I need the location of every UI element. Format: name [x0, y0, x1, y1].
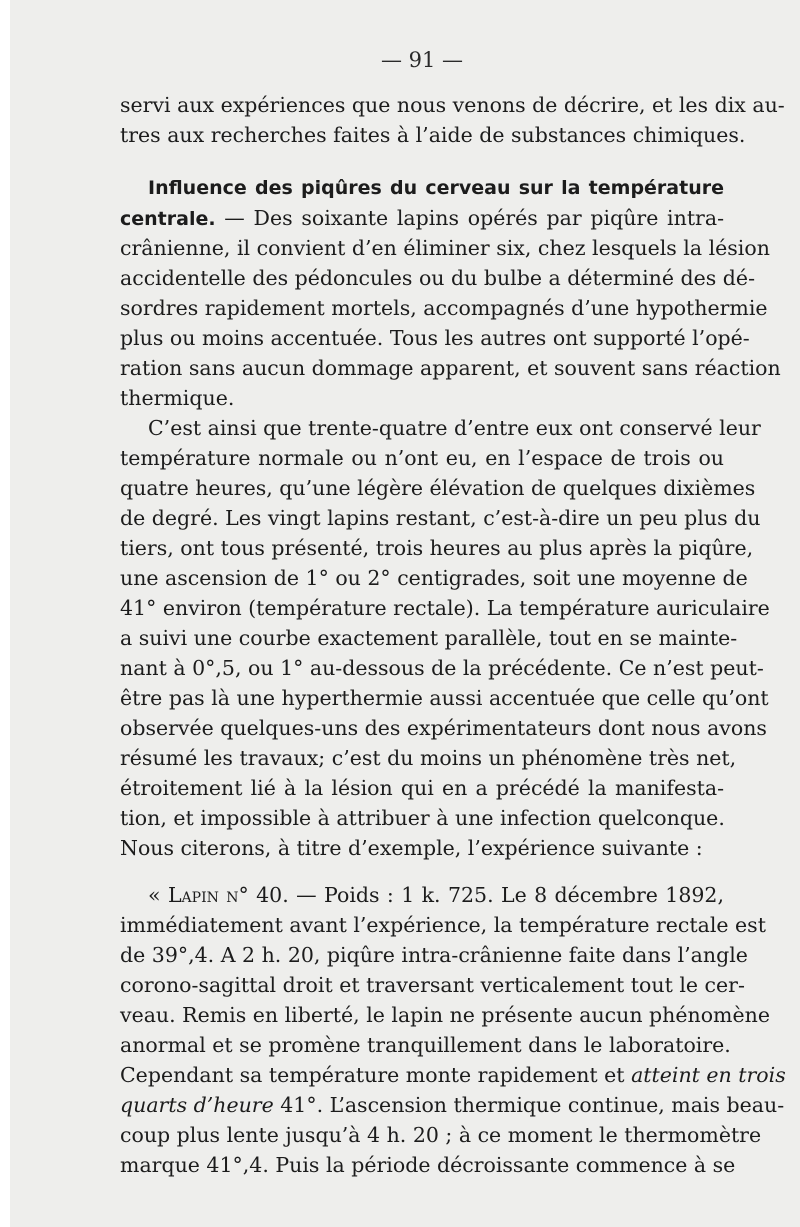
text-line: tion, et impossible à attribuer à une infection quelconque.	[120, 806, 725, 830]
section-heading: centrale.	[120, 208, 216, 230]
page-number: — 91 —	[380, 48, 464, 72]
scan-edge	[0, 0, 10, 1227]
text-line: coup plus lente jusqu’à 4 h. 20 ; à ce moment le thermomètre	[120, 1123, 762, 1147]
text-line	[120, 1060, 786, 1090]
text-line: une ascension de 1° ou 2° centigrades, soit une moyenne de	[120, 566, 748, 590]
text-line: nant à 0°,5, ou 1° au-dessous de la précédente. Ce n’est peut-	[120, 656, 764, 680]
text-line: tres aux recherches faites à l’aide de substances chimiques.	[120, 123, 746, 147]
text-span: 41°. L’ascension thermique continue, mais beau-	[273, 1093, 785, 1117]
text-line: ration sans aucun dommage apparent, et souvent sans réaction	[120, 356, 781, 380]
italic-span: quarts d’heure	[120, 1093, 274, 1117]
text-line: plus ou moins accentuée. Tous les autres ont supporté l’opé-	[120, 326, 750, 350]
text-line: marque 41°,4. Puis la période décroissante commence à se	[120, 1153, 736, 1177]
text-line: corono-sagittal droit et traversant verticalement tout le cer-	[120, 973, 745, 997]
text-span: Cependant sa température monte rapidement et	[120, 1063, 632, 1087]
text-line: Nous citerons, à titre d’exemple, l’expérience suivante :	[120, 836, 703, 860]
text-span: — Des soixante lapins opérés par piqûre intra-	[215, 206, 724, 230]
text-line	[120, 880, 724, 910]
book-page	[10, 0, 800, 1227]
section-heading: Influence des piqûres du cerveau sur la température	[148, 177, 724, 199]
text-line: être pas là une hyperthermie aussi accentuée que celle qu’ont	[120, 686, 769, 710]
text-line: 41° environ (température rectale). La température auriculaire	[120, 596, 770, 620]
text-line: thermique.	[120, 386, 235, 410]
text-line: servi aux expériences que nous venons de décrire, et les dix au-	[120, 93, 785, 117]
text-line: immédiatement avant l’expérience, la température rectale est	[120, 913, 766, 937]
text-line: résumé les travaux; c’est du moins un phénomène très net,	[120, 746, 737, 770]
text-line: étroitement lié à la lésion qui en a précédé la manifesta-	[120, 776, 724, 800]
text-line: veau. Remis en liberté, le lapin ne présente aucun phénomène	[120, 1003, 770, 1027]
text-line: C’est ainsi que trente-quatre d’entre eux ont conservé leur	[148, 416, 761, 440]
text-line: de degré. Les vingt lapins restant, c’est-à-dire un peu plus du	[120, 506, 761, 530]
text-line: tiers, ont tous présenté, trois heures au plus après la piqûre,	[120, 536, 754, 560]
text-line	[120, 1090, 785, 1120]
text-line: crânienne, il convient d’en éliminer six, chez lesquels la lésion	[120, 236, 770, 260]
italic-span: atteint en trois	[631, 1063, 786, 1087]
text-line: quatre heures, qu’une légère élévation de quelques dixièmes	[120, 476, 756, 500]
text-span: 40. — Poids : 1 k. 725. Le 8 décembre 1892,	[248, 883, 724, 907]
small-caps-label: Lapin n°	[167, 883, 249, 907]
text-line: température normale ou n’ont eu, en l’espace de trois ou	[120, 446, 724, 470]
text-line: accidentelle des pédoncules ou du bulbe a déterminé des dé-	[120, 266, 755, 290]
text-line: de 39°,4. A 2 h. 20, piqûre intra-crânienne faite dans l’angle	[120, 943, 748, 967]
text-line: observée quelques-uns des expérimentateurs dont nous avons	[120, 716, 767, 740]
text-span: «	[148, 883, 168, 907]
text-line	[120, 203, 724, 233]
text-line: anormal et se promène tranquillement dans le laboratoire.	[120, 1033, 731, 1057]
text-line: a suivi une courbe exactement parallèle, tout en se mainte-	[120, 626, 738, 650]
text-line: sordres rapidement mortels, accompagnés d’une hypothermie	[120, 296, 768, 320]
